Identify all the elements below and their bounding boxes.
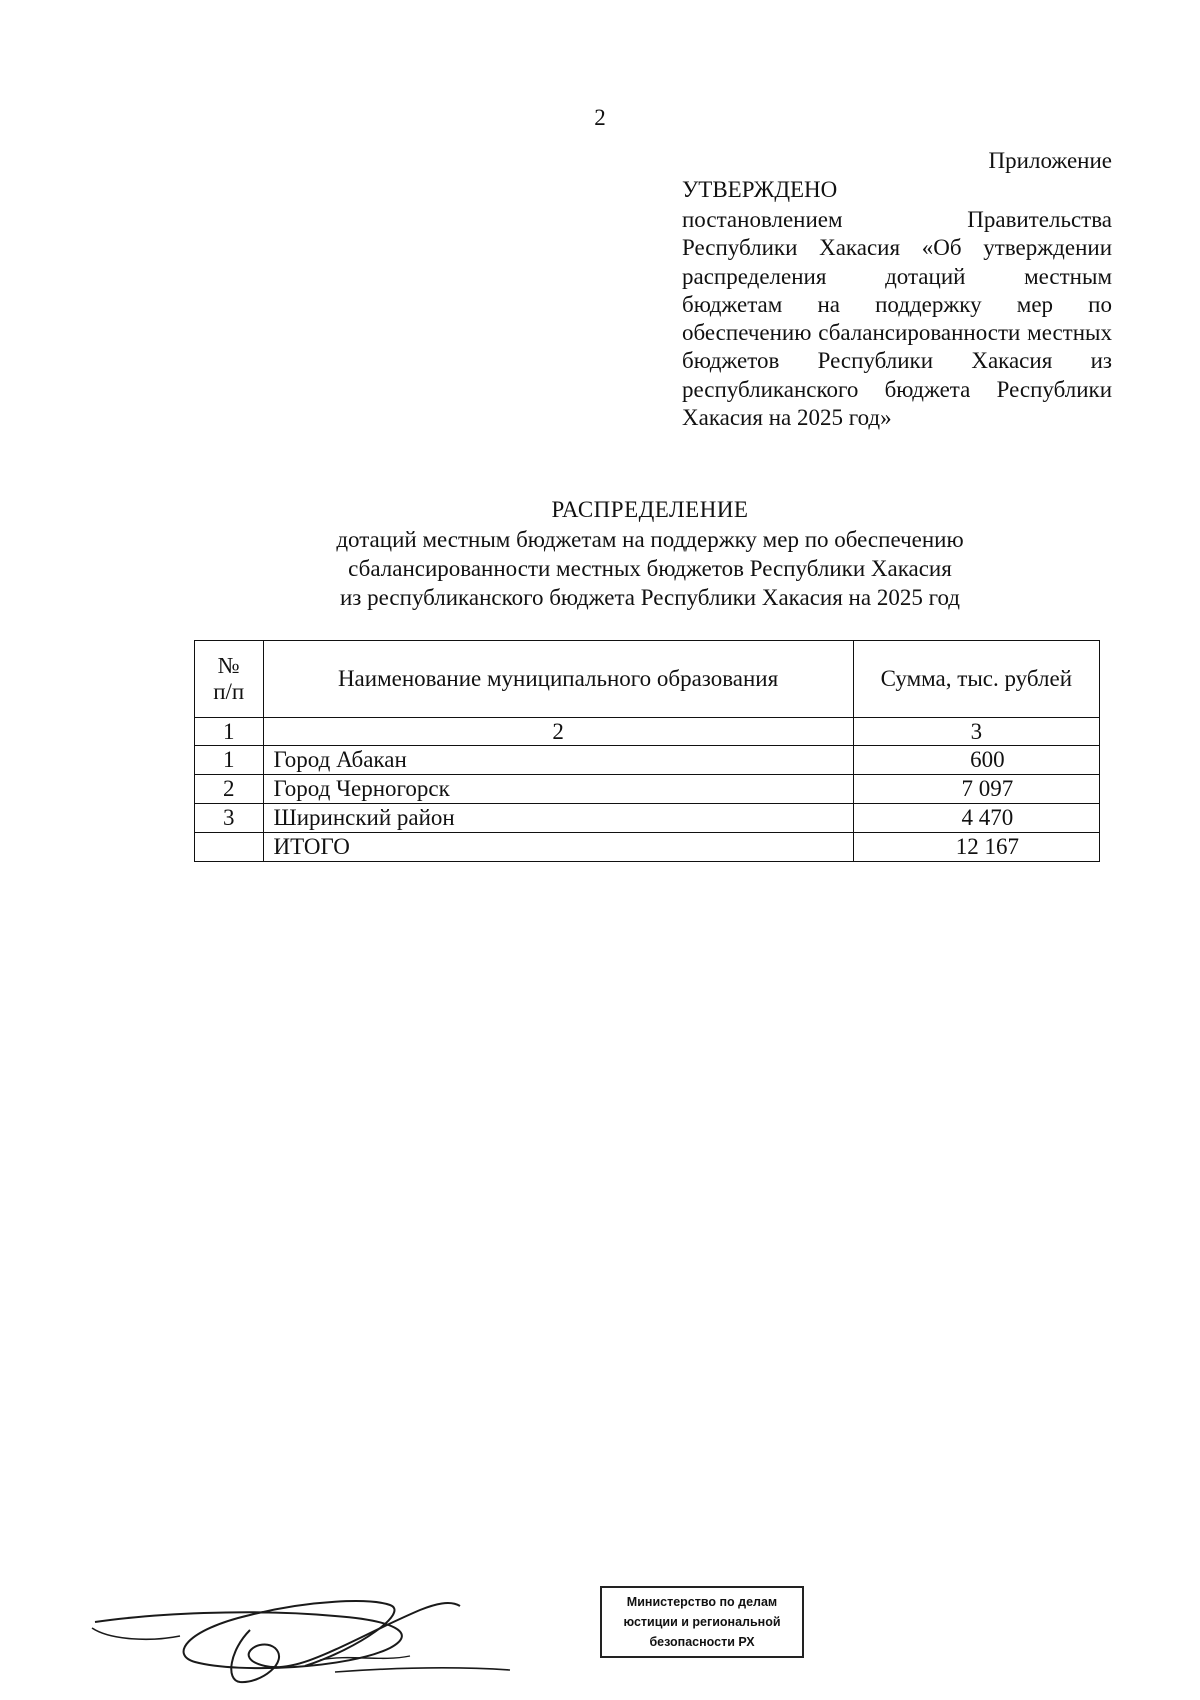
stamp-line-2: юстиции и региональной bbox=[623, 1615, 781, 1629]
column-index-3: 3 bbox=[853, 718, 1099, 746]
approval-text: постановлением Правительства Республики Хакасия «Об утверждении распределения дотаций местным бюджетам на поддержку мер по обеспечению сбалансированности местных бюджетов Республики Хакасия из республиканского бюджета Республики Хакасия на 2025 год» bbox=[682, 207, 1112, 431]
document-title: РАСПРЕДЕЛЕНИЕ bbox=[551, 497, 749, 522]
total-number bbox=[195, 833, 264, 862]
column-index-row bbox=[195, 718, 1100, 746]
row-sum: 600 bbox=[853, 746, 1099, 775]
table-total-row bbox=[195, 833, 1100, 862]
signature-stroke-4 bbox=[335, 1668, 510, 1672]
row-sum: 4 470 bbox=[853, 804, 1099, 833]
row-name: Город Черногорск bbox=[263, 775, 853, 804]
signature-stroke-2 bbox=[231, 1603, 460, 1682]
table-row bbox=[195, 775, 1100, 804]
total-label: ИТОГО bbox=[263, 833, 853, 862]
stamp-line-3: безопасности РХ bbox=[649, 1635, 755, 1649]
total-sum: 12 167 bbox=[853, 833, 1099, 862]
subtitle-line-3: из республиканского бюджета Республики Хакасия на 2025 год bbox=[340, 585, 960, 610]
signature-stroke-3 bbox=[92, 1628, 180, 1639]
signature-image bbox=[90, 1570, 590, 1700]
approved-label: УТВЕРЖДЕНО bbox=[682, 177, 838, 202]
row-sum: 7 097 bbox=[853, 775, 1099, 804]
annex-label: Приложение bbox=[988, 148, 1112, 173]
table-row bbox=[195, 746, 1100, 775]
subtitle-line-1: дотаций местным бюджетам на поддержку мер по обеспечению bbox=[336, 527, 964, 552]
row-number: 2 bbox=[195, 775, 264, 804]
table-row bbox=[195, 804, 1100, 833]
table-header-row bbox=[195, 641, 1100, 718]
stamp-line-1: Министерство по делам bbox=[626, 1595, 778, 1609]
header-number-sign: № bbox=[217, 653, 240, 678]
document-subtitle bbox=[0, 525, 1200, 612]
page-number: 2 bbox=[594, 105, 606, 130]
ministry-stamp bbox=[600, 1586, 804, 1658]
row-name: Ширинский район bbox=[263, 804, 853, 833]
column-index-2: 2 bbox=[263, 718, 853, 746]
row-number: 3 bbox=[195, 804, 264, 833]
header-number-abbr: п/п bbox=[213, 679, 245, 704]
header-name: Наименование муниципального образования bbox=[263, 641, 853, 718]
row-name: Город Абакан bbox=[263, 746, 853, 775]
header-sum: Сумма, тыс. рублей bbox=[853, 641, 1099, 718]
subtitle-line-2: сбалансированности местных бюджетов Республики Хакасия bbox=[348, 556, 952, 581]
row-number: 1 bbox=[195, 746, 264, 775]
column-index-1: 1 bbox=[195, 718, 264, 746]
header-number bbox=[195, 641, 264, 718]
distribution-table bbox=[194, 640, 1100, 862]
